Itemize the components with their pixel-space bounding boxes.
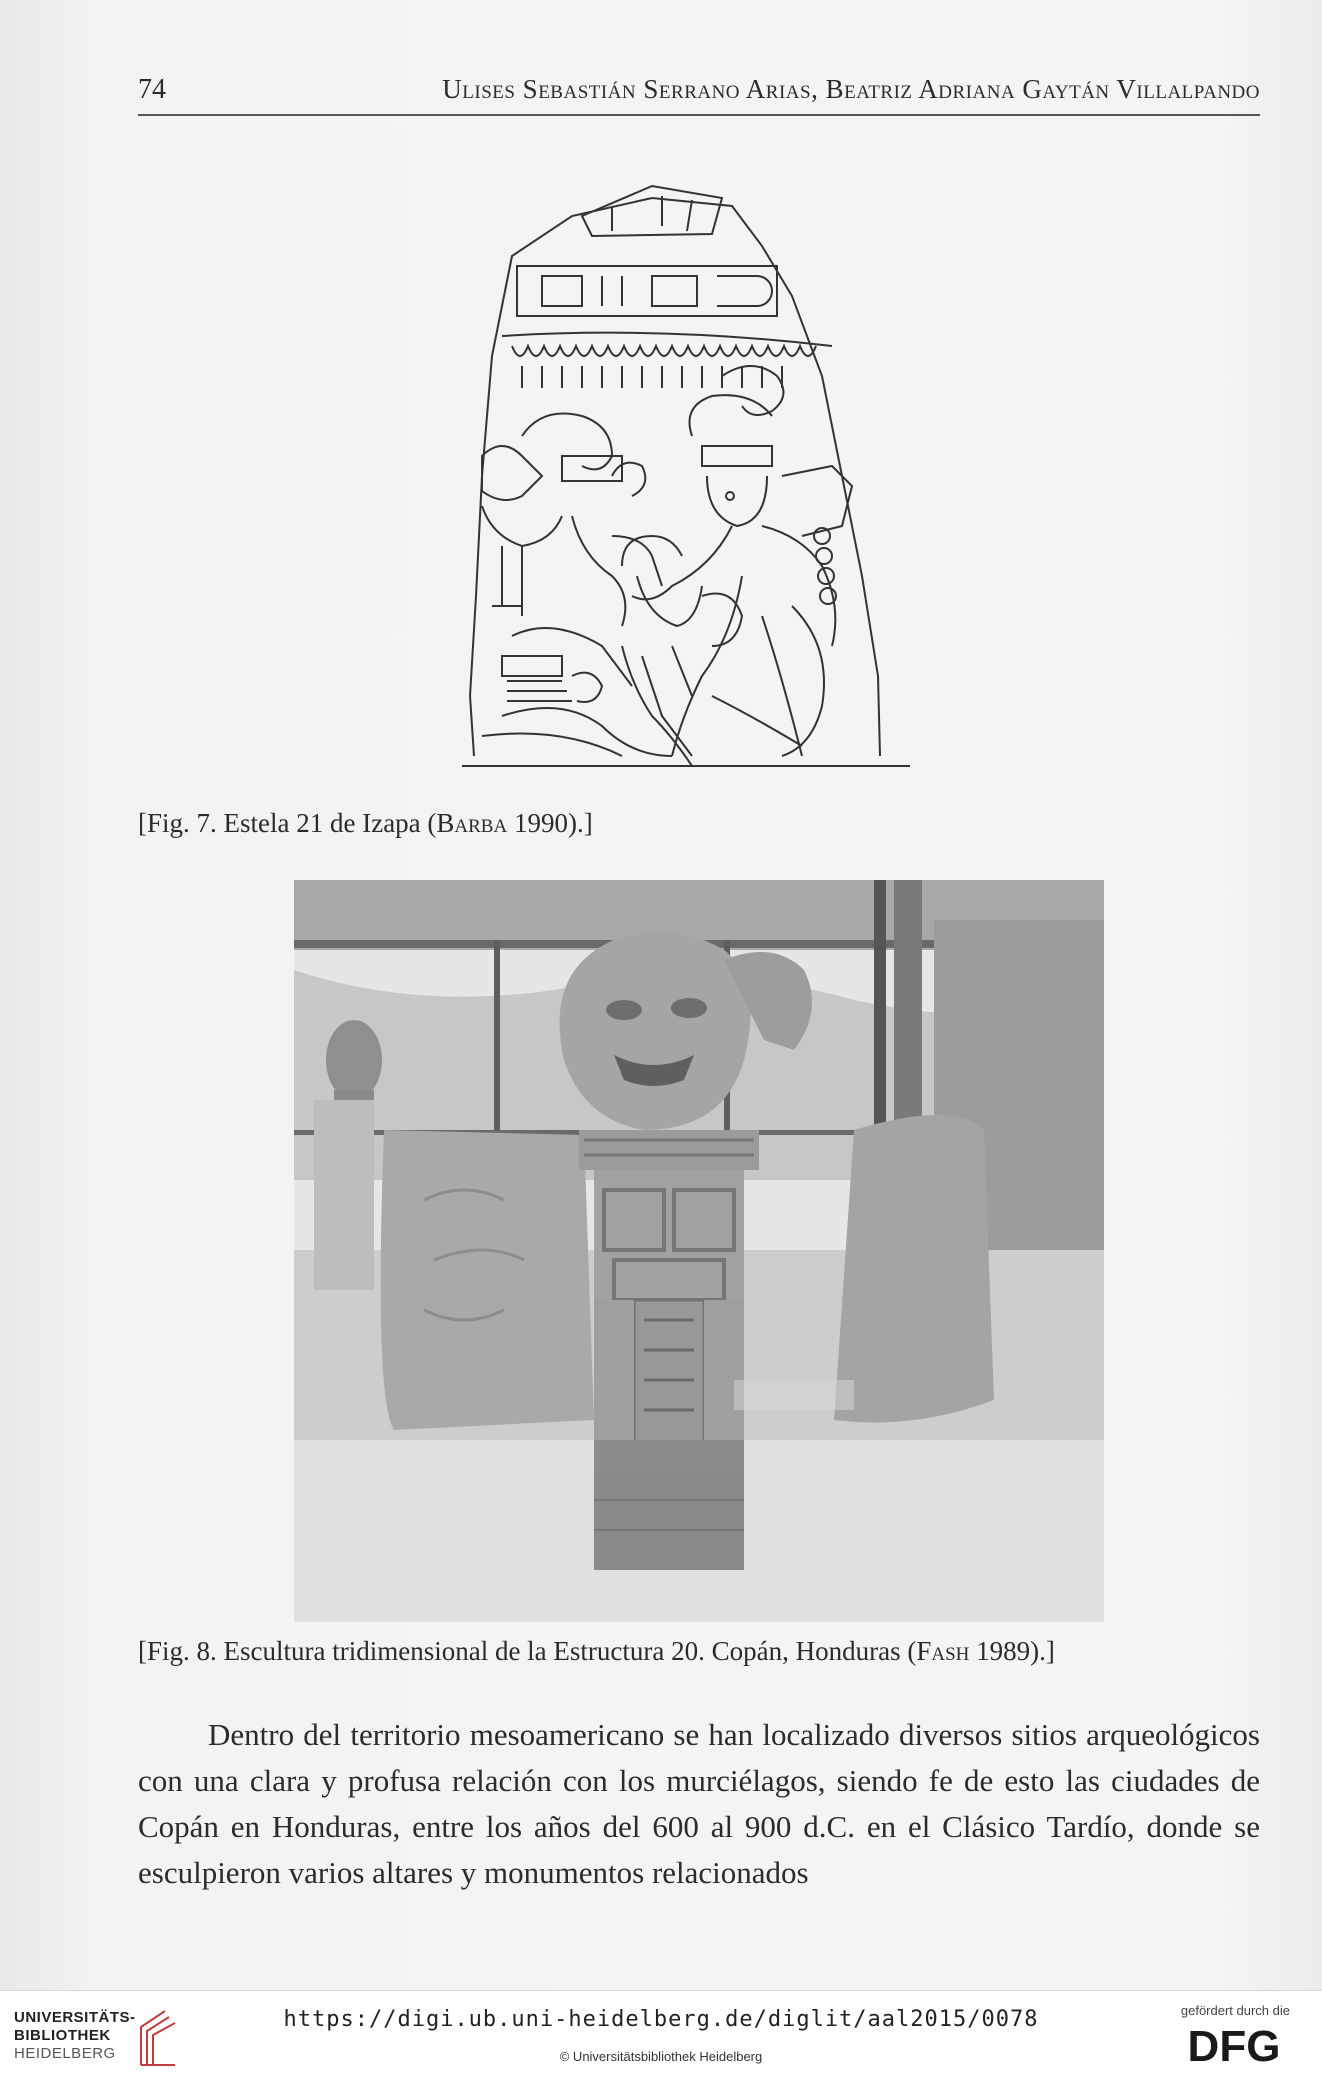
figure-8-sculpture-photo	[294, 880, 1104, 1622]
figure-7-stela-drawing	[462, 176, 910, 776]
library-logo: UNIVERSITÄTS- BIBLIOTHEK HEIDELBERG	[14, 2009, 136, 2062]
figure-7-caption: [Fig. 7. Estela 21 de Izapa (Barba 1990).]	[138, 808, 593, 838]
funding-label: gefördert durch die	[1180, 2003, 1290, 2018]
figure-8-caption: [Fig. 8. Escultura tridimensional de la Estructura 20. Copán, Honduras (Fash 1989).]	[138, 1636, 1055, 1666]
permalink[interactable]: https://digi.ub.uni-heidelberg.de/diglit/aal2015/0078	[283, 2007, 1039, 2032]
body-paragraph: Dentro del territorio mesoamericano se han localizado diversos sitios arqueológicos con una clara y profusa relación con los murciélagos, siendo fe de esto las ciudades de Copán en Honduras, entre los años del 600 al 900 d.C. en el Clásico Tardío, donde se esculpieron varios altares y monumentos relacionados	[138, 1717, 1260, 1890]
page-number: 74	[138, 74, 166, 105]
body-text	[138, 1712, 1260, 1896]
page-header	[138, 68, 1260, 116]
digitization-footer	[0, 1990, 1322, 2086]
running-head: Ulises Sebastián Serrano Arias, Beatriz Adriana Gaytán Villalpando	[442, 74, 1260, 104]
svg-text:DFG: DFG	[1187, 2022, 1281, 2069]
dfg-logo	[1174, 2019, 1294, 2074]
copyright-notice: © Universitätsbibliothek Heidelberg	[559, 2049, 763, 2064]
